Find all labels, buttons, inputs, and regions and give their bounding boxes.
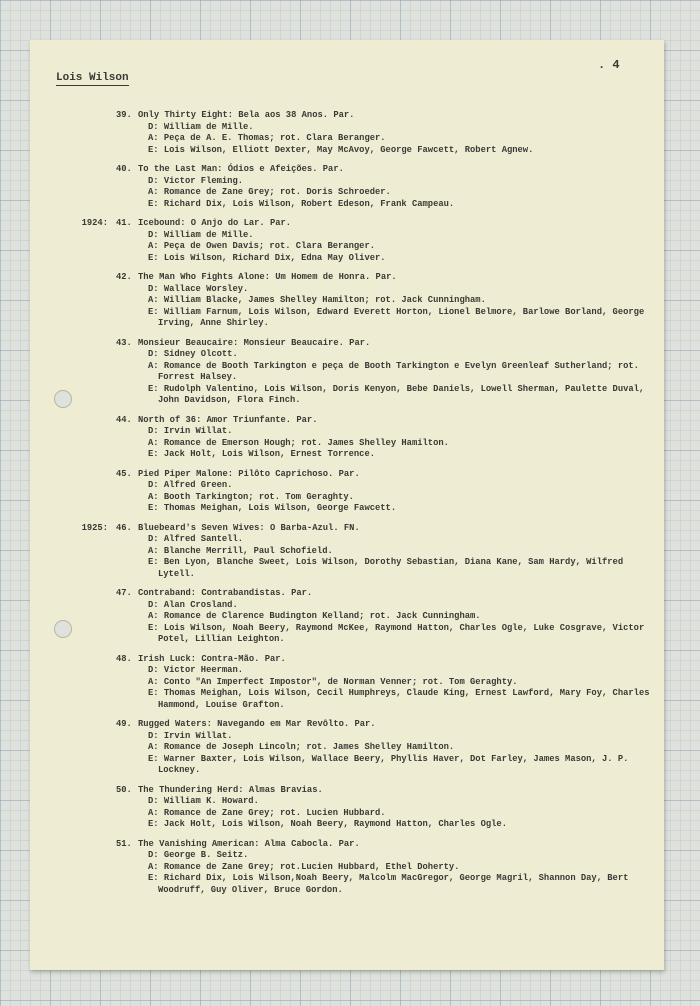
credit-line: E: Lois Wilson, Noah Beery, Raymond McKee, Raymond Hatton, Charles Ogle, Luke Cosgrave, Victor Potel, Lillian Leighton. bbox=[148, 622, 645, 644]
film-title-line bbox=[56, 785, 656, 797]
film-title-line bbox=[56, 469, 656, 481]
entry-number: 50. bbox=[116, 784, 132, 795]
entry-number: 45. bbox=[116, 468, 132, 479]
film-entry bbox=[56, 272, 656, 330]
film-entry bbox=[56, 110, 656, 156]
film-title: Monsieur Beaucaire: Monsieur Beaucaire. Par. bbox=[138, 337, 371, 348]
film-title: Rugged Waters: Navegando em Mar Revôlto. Par. bbox=[138, 719, 376, 729]
credit-line: E: Richard Dix, Lois Wilson, Robert Edeson, Frank Campeau. bbox=[148, 198, 455, 209]
credit-line: D: William K. Howard. bbox=[148, 796, 259, 806]
credit-line: E: Thomas Meighan, Lois Wilson, Cecil Humphreys, Claude King, Ernest Lawford, Mary Foy, Charles Hammond, Louise Grafton. bbox=[148, 688, 650, 710]
credit-line: D: George B. Seitz. bbox=[148, 850, 249, 860]
entry-number: 40. bbox=[116, 164, 132, 174]
credit-line: E: Lois Wilson, Elliott Dexter, May McAvoy, George Fawcett, Robert Agnew. bbox=[148, 144, 534, 155]
film-title: Pied Piper Malone: Pilôto Caprichoso. Par. bbox=[138, 468, 360, 479]
page-number: . 4 bbox=[598, 58, 620, 72]
credit-line: E: Richard Dix, Lois Wilson,Noah Beery, Malcolm MacGregor, George Magril, Shannon Day, Bert Woodruff, Guy Oliver, Bruce Gordon. bbox=[148, 873, 629, 895]
film-title: Icebound: O Anjo do Lar. Par. bbox=[138, 218, 292, 228]
film-title: To the Last Man: Ódios e Afeições. Par. bbox=[138, 164, 344, 174]
film-title-line bbox=[56, 218, 656, 230]
year-label: 1925: bbox=[81, 522, 108, 533]
film-title-line bbox=[56, 654, 656, 666]
credit-line: A: William Blacke, James Shelley Hamilton; rot. Jack Cunningham. bbox=[148, 295, 486, 305]
credit-line: A: Romance de Zane Grey; rot. Doris Schroeder. bbox=[148, 187, 391, 197]
film-title-line bbox=[56, 588, 656, 600]
credit-line: D: William de Mille. bbox=[148, 229, 254, 240]
credit-line: E: Ben Lyon, Blanche Sweet, Lois Wilson, Dorothy Sebastian, Diana Kane, Sam Hardy, Wilfred Lytell. bbox=[148, 557, 624, 579]
film-title-line bbox=[56, 164, 656, 176]
film-entry bbox=[56, 469, 656, 515]
credit-line: D: Alan Crosland. bbox=[148, 599, 238, 610]
year-label: 1924: bbox=[81, 218, 108, 228]
credit-line: E: Thomas Meighan, Lois Wilson, George Fawcett. bbox=[148, 503, 397, 513]
entry-number: 46. bbox=[116, 522, 132, 533]
entry-number: 49. bbox=[116, 719, 132, 729]
credit-line: E: Warner Baxter, Lois Wilson, Wallace Beery, Phyllis Haver, Dot Farley, James Mason, J. P. Lockney. bbox=[148, 753, 629, 775]
film-title: The Vanishing American: Alma Cabocla. Par. bbox=[138, 838, 360, 849]
credit-line: E: Jack Holt, Lois Wilson, Noah Beery, Raymond Hatton, Charles Ogle. bbox=[148, 819, 507, 829]
credit-line: D: Alfred Green. bbox=[148, 480, 233, 490]
entry-number: 39. bbox=[116, 110, 132, 120]
film-title: The Man Who Fights Alone: Um Homem de Honra. Par. bbox=[138, 272, 397, 282]
entry-number: 47. bbox=[116, 588, 132, 598]
credit-line: A: Peça de A. E. Thomas; rot. Clara Beranger. bbox=[148, 133, 386, 143]
film-title-line bbox=[56, 719, 656, 731]
film-entry bbox=[56, 839, 656, 897]
credit-line: D: Sidney Olcott. bbox=[148, 349, 238, 359]
film-entry bbox=[56, 588, 656, 646]
credit-line: A: Romance de Zane Grey; rot.Lucien Hubbard, Ethel Doherty. bbox=[148, 861, 460, 872]
film-title-line bbox=[56, 415, 656, 427]
entry-number: 41. bbox=[116, 218, 132, 228]
credit-line: D: Victor Heerman. bbox=[148, 665, 244, 675]
credit-line: E: William Farnum, Lois Wilson, Edward Everett Horton, Lionel Belmore, Barlowe Borland, George Irving, Anne Shirley. bbox=[148, 306, 645, 328]
credit-line: A: Romance de Booth Tarkington e peça de Booth Tarkington e Evelyn Greenleaf Sutherland; rot. Forrest Halsey. bbox=[148, 360, 639, 382]
film-entry bbox=[56, 654, 656, 712]
credit-line: E: Rudolph Valentino, Lois Wilson, Doris Kenyon, Bebe Daniels, Lowell Sherman, Paulette Duval, John Davidson, Flora Finch. bbox=[148, 383, 645, 405]
credit-line: D: William de Mille. bbox=[148, 121, 254, 132]
film-entry bbox=[56, 785, 656, 831]
filmography-list bbox=[56, 110, 656, 904]
typewritten-page bbox=[30, 40, 664, 970]
entry-number: 42. bbox=[116, 272, 132, 282]
credit-line: E: Jack Holt, Lois Wilson, Ernest Torrence. bbox=[148, 449, 375, 459]
credit-line: A: Romance de Zane Grey; rot. Lucien Hubbard. bbox=[148, 807, 386, 818]
credit-line: E: Lois Wilson, Richard Dix, Edna May Oliver. bbox=[148, 252, 386, 263]
credit-line: D: Victor Fleming. bbox=[148, 175, 244, 186]
film-entry bbox=[56, 415, 656, 461]
film-title: Irish Luck: Contra-Mão. Par. bbox=[138, 653, 286, 664]
film-title: Contraband: Contrabandistas. Par. bbox=[138, 588, 313, 598]
film-entry bbox=[56, 218, 656, 264]
credit-line: D: Irvin Willat. bbox=[148, 730, 233, 741]
film-title-line bbox=[56, 839, 656, 851]
header-name: Lois Wilson bbox=[56, 72, 129, 84]
film-entry bbox=[56, 719, 656, 777]
film-entry bbox=[56, 164, 656, 210]
film-title-line bbox=[56, 523, 656, 535]
credit-line: D: Irvin Willat. bbox=[148, 426, 233, 436]
film-title: North of 36: Amor Triunfante. Par. bbox=[138, 414, 318, 425]
film-title-line bbox=[56, 110, 656, 122]
credit-line: A: Conto "An Imperfect Impostor", de Norman Venner; rot. Tom Geraghty. bbox=[148, 676, 518, 687]
credit-line: A: Romance de Clarence Budington Kelland; rot. Jack Cunningham. bbox=[148, 611, 481, 621]
credit-line: A: Peça de Owen Davis; rot. Clara Beranger. bbox=[148, 241, 375, 251]
film-entry bbox=[56, 523, 656, 581]
entry-number: 48. bbox=[116, 653, 132, 664]
film-entry bbox=[56, 338, 656, 407]
entry-number: 43. bbox=[116, 337, 132, 348]
film-title: Bluebeard's Seven Wives: O Barba-Azul. FN. bbox=[138, 522, 360, 533]
entry-number: 44. bbox=[116, 414, 132, 425]
credit-line: A: Romance de Emerson Hough; rot. James Shelley Hamilton. bbox=[148, 437, 449, 448]
credit-line: A: Romance de Joseph Lincoln; rot. James Shelley Hamilton. bbox=[148, 742, 455, 752]
credit-line: A: Booth Tarkington; rot. Tom Geraghty. bbox=[148, 491, 354, 502]
credit-line: D: Wallace Worsley. bbox=[148, 283, 249, 294]
film-title-line bbox=[56, 338, 656, 350]
credit-line: D: Alfred Santell. bbox=[148, 534, 244, 544]
entry-number: 51. bbox=[116, 838, 132, 849]
credit-line: A: Blanche Merrill, Paul Schofield. bbox=[148, 545, 333, 556]
film-title: Only Thirty Eight: Bela aos 38 Anos. Par. bbox=[138, 110, 355, 120]
film-title-line bbox=[56, 272, 656, 284]
film-title: The Thundering Herd: Almas Bravias. bbox=[138, 784, 323, 795]
